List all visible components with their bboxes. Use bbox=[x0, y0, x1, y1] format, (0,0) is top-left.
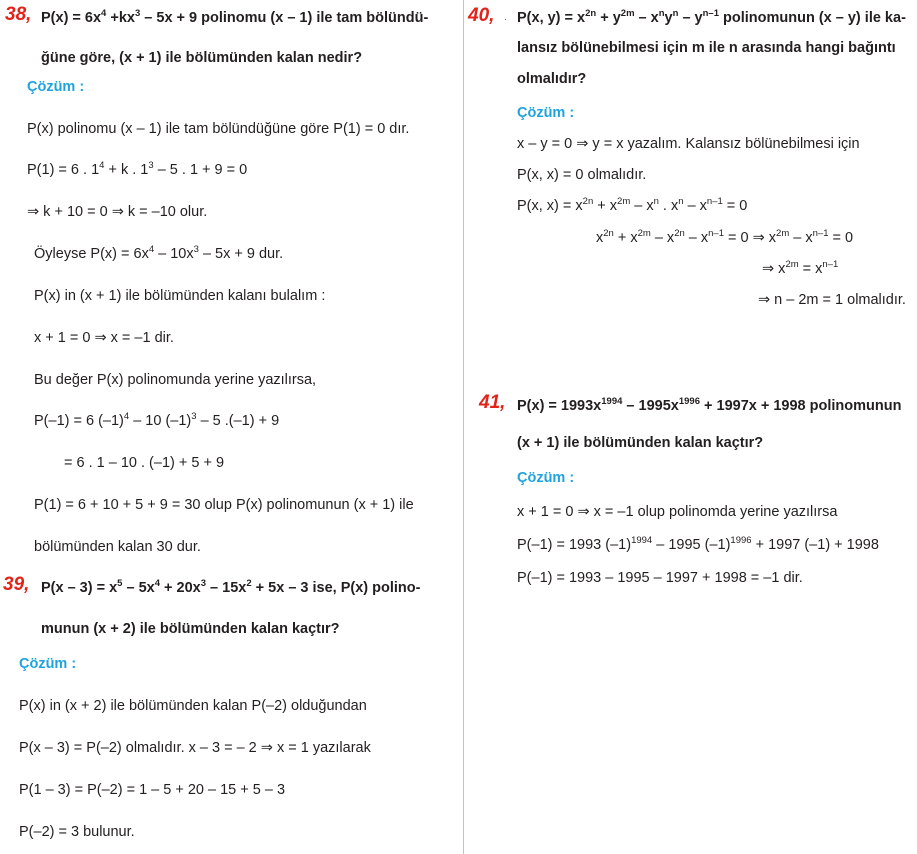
q39-solution-label: Çözüm : bbox=[19, 656, 77, 672]
q39-line-3: P(1 – 3) = P(–2) = 1 – 5 + 20 – 15 + 5 – 3 bbox=[19, 782, 286, 798]
q40-line-6: ⇒ n – 2m = 1 olmalıdır. bbox=[758, 292, 906, 308]
q39-title-line-1: $P(x - 3) = x^5 - 5x^4 + 20x^3 - 15x^2 + 5x - 3$ ise, P(x) polino- bbox=[41, 578, 421, 596]
q40-marker-dot: . bbox=[504, 12, 507, 23]
q40-line-1: x – y = 0 ⇒ y = x yazalım. Kalansız bölünebilmesi için bbox=[517, 136, 860, 152]
q38-line-8: P(–1) = 6 $(-1)^4 - 10$ $(-1)^3 - 5$ .(–1) + 9 bbox=[34, 411, 280, 429]
q41-line-2: P(–1) = 1993 $(-1)^{1994} - 1995$ $(-1)^{1996} + 1997$ (–1) + 1998 bbox=[517, 535, 879, 553]
q40-line-2: P(x, x) = 0 olmalıdır. bbox=[517, 167, 647, 183]
column-divider bbox=[463, 0, 464, 854]
q40-line-4: $x^{2n} + x^{2m} - x^{2n} - x^{n-1} = 0$ ⇒ $x^{2m} - x^{n-1} = 0$ bbox=[596, 228, 854, 246]
q41-title-line-2: (x + 1) ile bölümünden kalan kaçtır? bbox=[517, 435, 764, 451]
q39-line-2: P(x – 3) = P(–2) olmalıdır. x – 3 = – 2 ⇒ x = 1 yazılarak bbox=[19, 740, 371, 756]
q39-line-1: P(x) in (x + 2) ile bölümünden kalan P(–2) olduğundan bbox=[19, 698, 367, 714]
q38-title-line-2: ğüne göre, (x + 1) ile bölümünden kalan nedir? bbox=[41, 50, 363, 66]
q38-number: 38, bbox=[5, 4, 32, 25]
q41-number: 41, bbox=[479, 392, 506, 413]
q40-line-5: ⇒ $x^{2m} = x^{n-1}$ bbox=[762, 259, 839, 277]
q38-line-2: P(1) = 6 . $1^4 + k$ . $1^3 - 5$ . 1 + 9 = 0 bbox=[27, 160, 248, 178]
q38-line-6: x + 1 = 0 ⇒ x = –1 dir. bbox=[34, 330, 174, 346]
q40-title-line-2: lansız bölünebilmesi için m ile n arasında hangi bağıntı bbox=[517, 40, 896, 56]
q41-line-1: x + 1 = 0 ⇒ x = –1 olup polinomda yerine yazılırsa bbox=[517, 504, 838, 520]
q38-line-1: P(x) polinomu (x – 1) ile tam bölündüğüne göre P(1) = 0 dır. bbox=[27, 121, 410, 137]
q38-line-10: P(1) = 6 + 10 + 5 + 9 = 30 olup P(x) polinomunun (x + 1) ile bbox=[34, 497, 414, 513]
q40-title-line-1: P(x, $y) = x^{2n} + y^{2m} - x^ny^n - y^{n-1}$ polinomunun (x – y) ile ka- bbox=[517, 8, 906, 26]
q40-solution-label: Çözüm : bbox=[517, 105, 575, 121]
q39-title-line-2: munun (x + 2) ile bölümünden kalan kaçtır? bbox=[41, 621, 340, 637]
q41-line-3: P(–1) = 1993 – 1995 – 1997 + 1998 = –1 dir. bbox=[517, 570, 803, 586]
q40-title-line-3: olmalıdır? bbox=[517, 71, 587, 87]
q39-line-4: P(–2) = 3 bulunur. bbox=[19, 824, 135, 840]
q38-line-3: ⇒ k + 10 = 0 ⇒ k = –10 olur. bbox=[27, 204, 208, 220]
q38-line-4: Öyleyse $P(x) = 6x^4 - 10x^3 - 5x + 9$ dur. bbox=[34, 244, 284, 262]
q38-line-9: = 6 . 1 – 10 . (–1) + 5 + 9 bbox=[64, 455, 225, 471]
q40-line-3: P(x, $x) = x^{2n} + x^{2m} - x^n$ . $x^n - x^{n-1} = 0$ bbox=[517, 196, 748, 214]
q41-title-line-1: $P(x) = 1993x^{1994} - 1995x^{1996} + 1997x + 1998$ polinomunun bbox=[517, 396, 902, 414]
q40-number: 40, bbox=[468, 5, 495, 26]
q38-line-11: bölümünden kalan 30 dur. bbox=[34, 539, 201, 555]
q39-number: 39, bbox=[3, 574, 30, 595]
q38-line-7: Bu değer P(x) polinomunda yerine yazılırsa, bbox=[34, 372, 317, 388]
q38-title-line-1: $P(x) = 6x^4 +kx^3 - 5x + 9$ polinomu (x – 1) ile tam bölündü- bbox=[41, 8, 429, 26]
q38-solution-label: Çözüm : bbox=[27, 79, 85, 95]
q38-line-5: P(x) in (x + 1) ile bölümünden kalanı bulalım : bbox=[34, 288, 326, 304]
q41-solution-label: Çözüm : bbox=[517, 470, 575, 486]
